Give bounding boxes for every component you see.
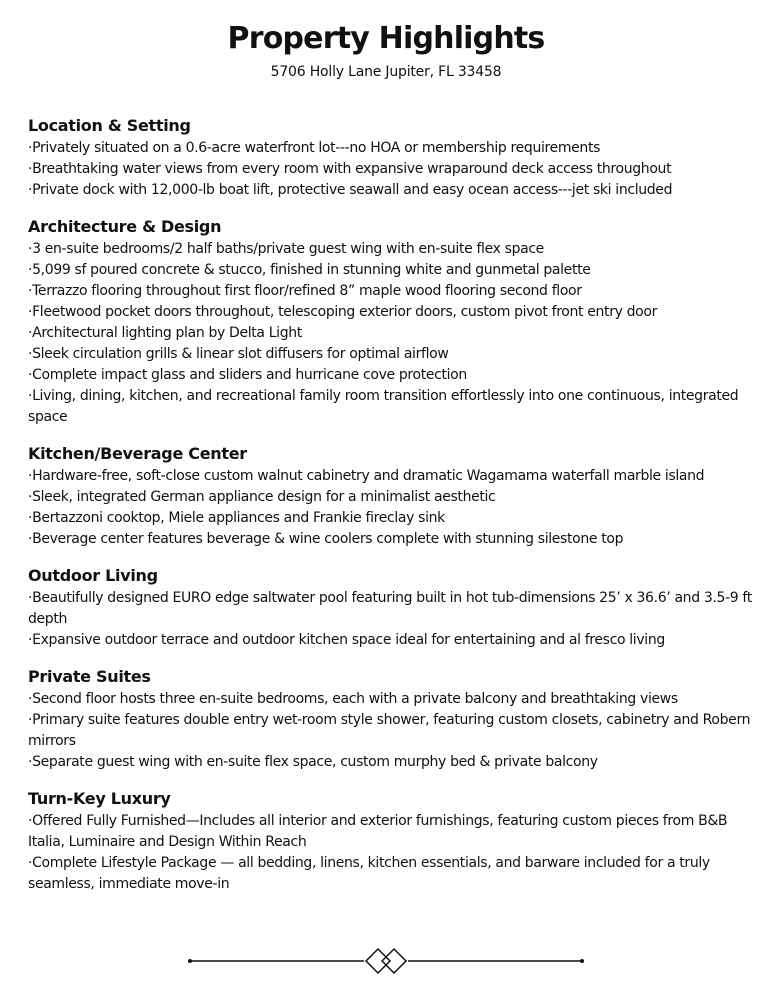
list-item: · Complete Lifestyle Package — all bedding, linens, kitchen essentials, and barware included for a truly seamless, immediate move-in (28, 853, 758, 895)
list-item: · 5,099 sf poured concrete & stucco, finished in stunning white and gunmetal palette (28, 260, 758, 281)
section-heading: Location & Setting (28, 116, 191, 135)
page-title: Property Highlights (227, 21, 545, 56)
list-item: · Private dock with 12,000-lb boat lift, protective seawall and easy ocean access---jet ski included (28, 180, 758, 201)
list-item: · 3 en-suite bedrooms/2 half baths/private guest wing with en-suite flex space (28, 239, 758, 260)
diamond-divider-icon (188, 945, 584, 977)
list-item: · Hardware-free, soft-close custom walnut cabinetry and dramatic Wagamama waterfall marble island (28, 466, 758, 487)
list-item: · Breathtaking water views from every room with expansive wraparound deck access throughout (28, 159, 758, 180)
section-location-setting (28, 115, 758, 201)
list-item: · Architectural lighting plan by Delta Light (28, 323, 758, 344)
section-architecture-design (28, 216, 758, 428)
section-private-suites (28, 666, 758, 773)
list-item: · Sleek, integrated German appliance design for a minimalist aesthetic (28, 487, 758, 508)
list-item: · Beautifully designed EURO edge saltwater pool featuring built in hot tub-dimensions 25’ x 36.6’ and 3.5-9 ft depth (28, 588, 758, 630)
list-item: · Offered Fully Furnished—Includes all interior and exterior furnishings, featuring custom pieces from B&B Italia, Luminaire and Design Within Reach (28, 811, 758, 853)
list-item: · Privately situated on a 0.6-acre waterfront lot---no HOA or membership requirements (28, 138, 758, 159)
section-turn-key-luxury (28, 788, 758, 895)
section-outdoor-living (28, 565, 758, 651)
list-item: · Second floor hosts three en-suite bedrooms, each with a private balcony and breathtaking views (28, 689, 758, 710)
list-item: · Separate guest wing with en-suite flex space, custom murphy bed & private balcony (28, 752, 758, 773)
list-item: · Complete impact glass and sliders and hurricane cove protection (28, 365, 758, 386)
highlights-content (28, 115, 758, 910)
section-heading: Private Suites (28, 667, 151, 686)
section-heading: Outdoor Living (28, 566, 158, 585)
section-heading: Kitchen/Beverage Center (28, 444, 247, 463)
section-heading: Turn-Key Luxury (28, 789, 171, 808)
section-kitchen-beverage (28, 443, 758, 550)
list-item: · Living, dining, kitchen, and recreational family room transition effortlessly into one continuous, integrated space (28, 386, 758, 428)
list-item: · Bertazzoni cooktop, Miele appliances and Frankie fireclay sink (28, 508, 758, 529)
property-address: 5706 Holly Lane Jupiter, FL 33458 (270, 64, 502, 80)
list-item: · Beverage center features beverage & wine coolers complete with stunning silestone top (28, 529, 758, 550)
list-item: · Fleetwood pocket doors throughout, telescoping exterior doors, custom pivot front entry door (28, 302, 758, 323)
list-item: · Terrazzo flooring throughout first floor/refined 8” maple wood flooring second floor (28, 281, 758, 302)
section-heading: Architecture & Design (28, 217, 222, 236)
list-item: · Expansive outdoor terrace and outdoor kitchen space ideal for entertaining and al fresco living (28, 630, 758, 651)
list-item: · Primary suite features double entry wet-room style shower, featuring custom closets, cabinetry and Robern mirrors (28, 710, 758, 752)
document-header (0, 0, 772, 80)
list-item: · Sleek circulation grills & linear slot diffusers for optimal airflow (28, 344, 758, 365)
